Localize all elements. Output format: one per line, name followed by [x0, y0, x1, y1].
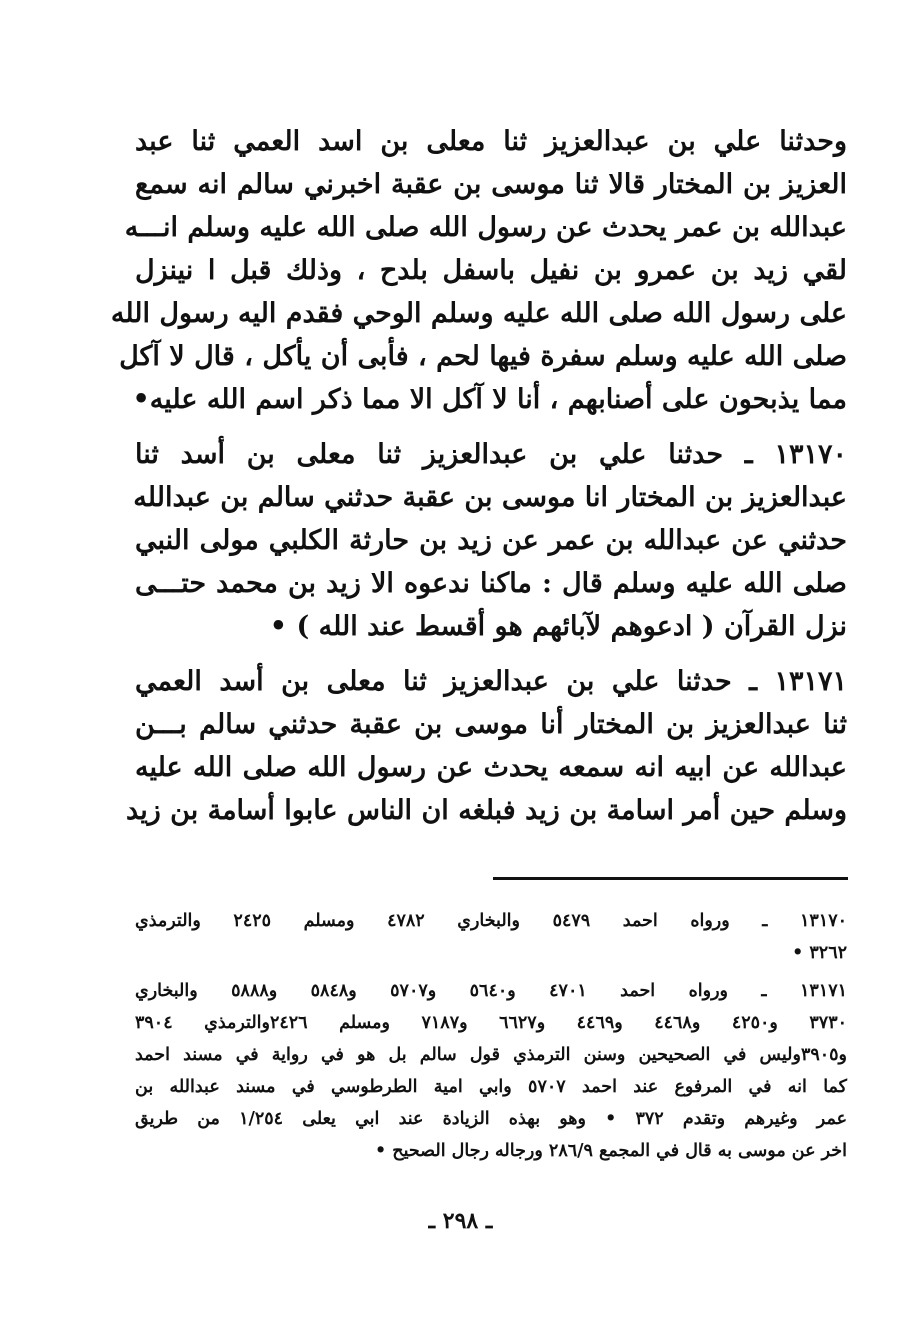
- text-line: العزيز بن المختار قالا ثنا موسى بن عقبة اخبرني سالم انه سمع: [135, 169, 847, 200]
- text-line: وحدثنا علي بن عبدالعزيز ثنا معلى بن اسد العمي ثنا عبد: [135, 126, 847, 157]
- text-line: صلى الله عليه وسلم قال : ماكنا ندعوه الا زيد بن محمد حتـــى: [135, 568, 847, 599]
- page-number: ـ ٢٩٨ ـ: [428, 1208, 493, 1234]
- text-line: عبدالعزيز بن المختار انا موسى بن عقبة حدثني سالم بن عبدالله: [133, 482, 847, 513]
- footnote-line: ١٣١٧١ ـ ورواه احمد ٤٧٠١ و٥٦٤٠ و٥٧٠٧ و٥٨٤٨ و٥٨٨٨ والبخاري: [135, 981, 847, 1001]
- text-line: عبدالله بن عمر يحدث عن رسول الله صلى الله عليه وسلم انـــه: [124, 212, 847, 243]
- footnote-line: اخر عن موسى به قال في المجمع ٢٨٦/٩ ورجاله رجال الصحيح •: [375, 1141, 847, 1161]
- footnote-separator: [493, 877, 848, 880]
- text-line: نزل القرآن ( ادعوهم لآبائهم هو أقسط عند الله ) •: [269, 611, 847, 642]
- paragraph-hadith-13171: [126, 660, 847, 832]
- text-line: عبدالله عن ابيه انه سمعه يحدث عن رسول الله صلى الله عليه: [135, 752, 847, 783]
- footnote-line: ١٣١٧٠ ـ ورواه احمد ٥٤٧٩ والبخاري ٤٧٨٢ ومسلم ٢٤٢٥ والترمذي: [135, 911, 847, 931]
- paragraph-intro: [110, 120, 847, 421]
- text-line: ١٣١٧١ ـ حدثنا علي بن عبدالعزيز ثنا معلى بن أسد العمي: [135, 666, 847, 697]
- footnote-line: كما انه في المرفوع عند احمد ٥٧٠٧ وابي امية الطرطوسي في مسند عبدالله بن: [135, 1077, 847, 1097]
- text-line: على رسول الله صلى الله عليه وسلم الوحي فقدم اليه رسول الله: [110, 298, 847, 329]
- footnote-line: عمر وغيرهم وتقدم ٣٧٢ • وهو بهذه الزيادة عند ابي يعلى ١/٢٥٤ من طريق: [135, 1109, 848, 1129]
- main-text: [110, 120, 847, 844]
- paragraph-hadith-13170: [135, 433, 847, 648]
- text-line: وسلم حين أمر اسامة بن زيد فبلغه ان الناس عابوا أسامة بن زيد: [126, 795, 847, 826]
- footnote-13170: [135, 905, 847, 969]
- footnotes: [135, 905, 847, 1173]
- footnote-13171: [135, 975, 847, 1167]
- footnote-line: و٣٩٠٥وليس في الصحيحين وسنن الترمذي قول سالم بل هو في رواية في مسند احمد: [135, 1045, 847, 1065]
- footnote-line: ٣٢٦٢ •: [792, 943, 847, 963]
- text-line: مما يذبحون على أصنابهم ، أنا لا آكل الا مما ذكر اسم الله عليه•: [132, 384, 847, 415]
- text-line: صلى الله عليه وسلم سفرة فيها لحم ، فأبى أن يأكل ، قال لا آكل: [119, 341, 847, 372]
- text-line: ثنا عبدالعزيز بن المختار أنا موسى بن عقبة حدثني سالم بـــن: [135, 709, 847, 740]
- footnote-line: ٣٧٣٠ و٤٢٥٠ و٤٤٦٨ و٤٤٦٩ و٦٦٢٧ و٧١٨٧ ومسلم ٢٤٢٦والترمذي ٣٩٠٤: [135, 1013, 847, 1033]
- text-line: لقي زيد بن عمرو بن نفيل باسفل بلدح ، وذلك قبل ا نينزل: [135, 255, 847, 286]
- text-line: ١٣١٧٠ ـ حدثنا علي بن عبدالعزيز ثنا معلى بن أسد ثنا: [135, 439, 847, 470]
- text-line: حدثني عن عبدالله بن عمر عن زيد بن حارثة الكلبي مولى النبي: [135, 525, 847, 556]
